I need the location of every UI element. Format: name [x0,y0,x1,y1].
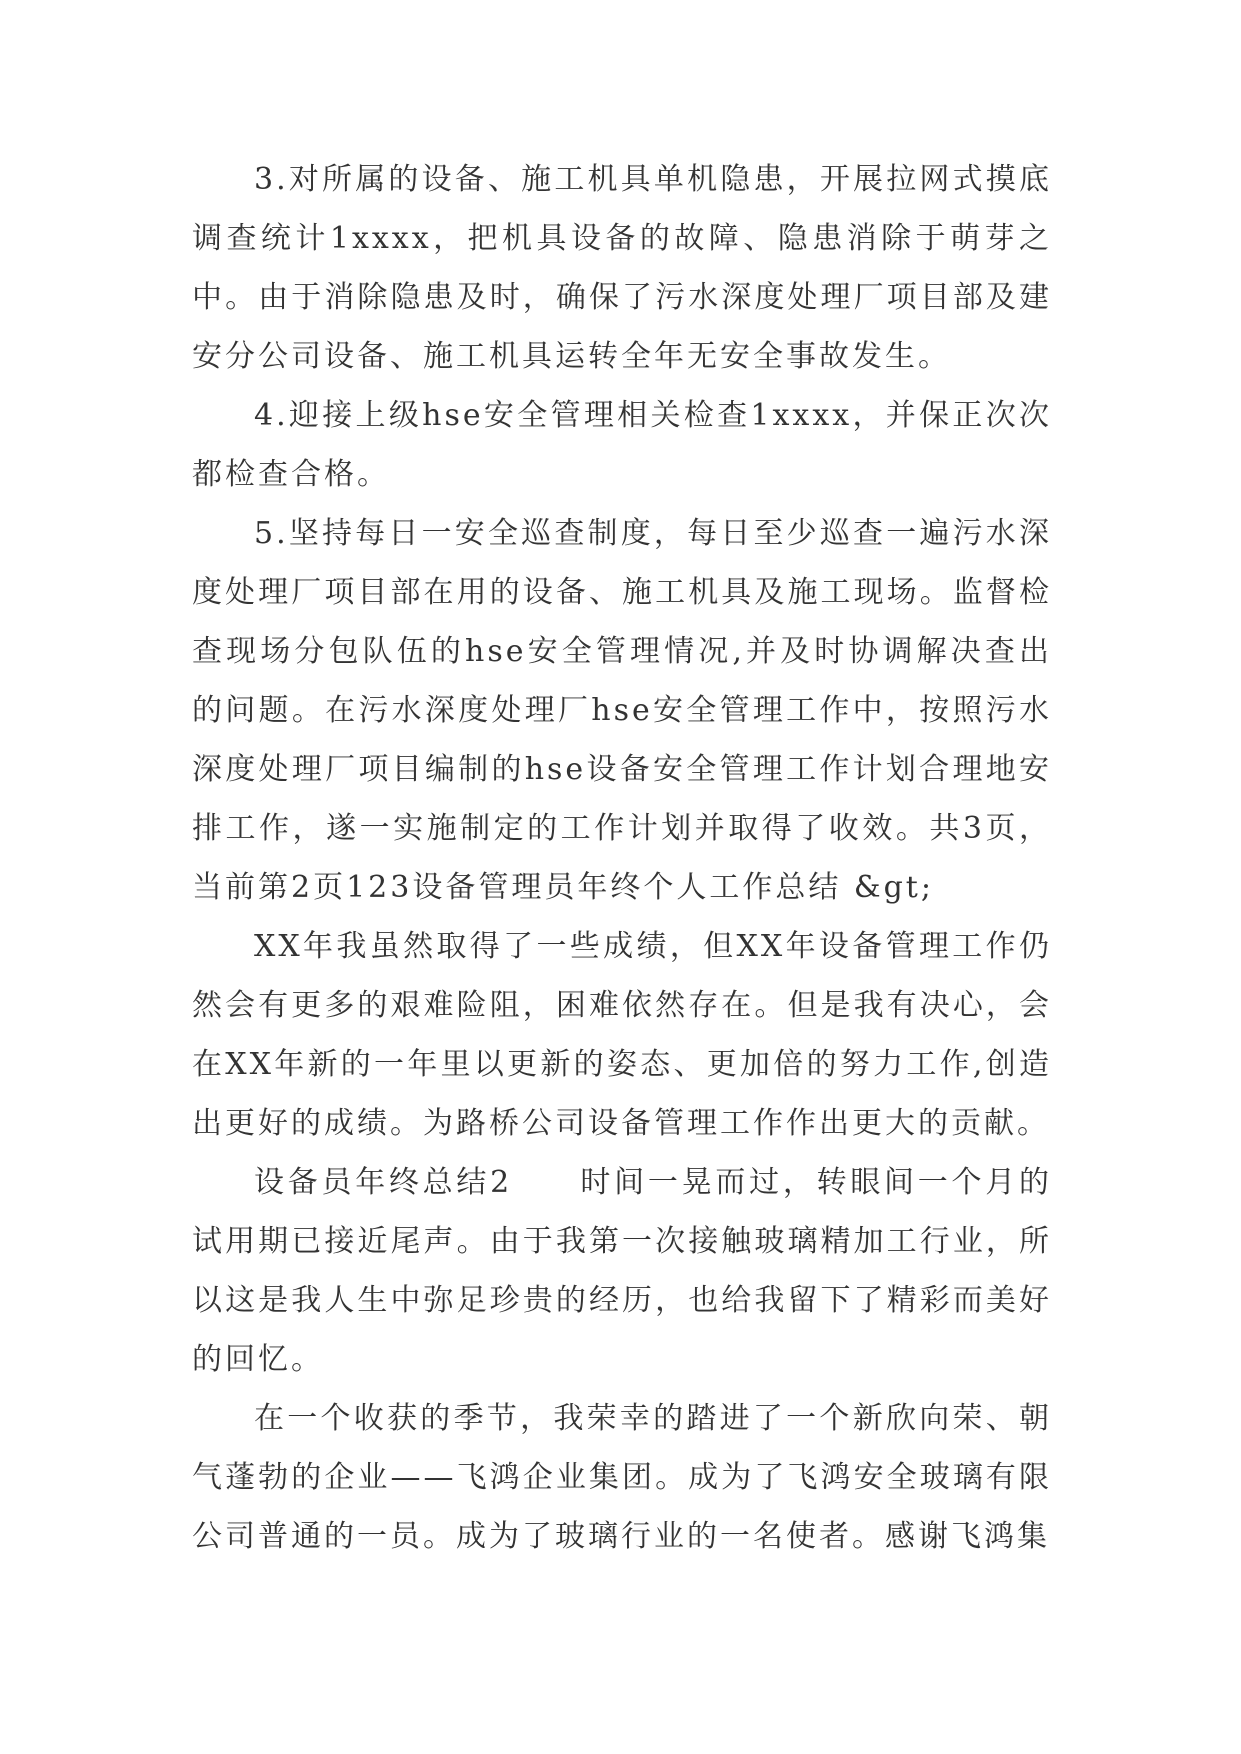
paragraph-daily-patrol: 5.坚持每日一安全巡查制度，每日至少巡查一遍污水深度处理厂项目部在用的设备、施工机具及施工现场。监督检查现场分包队伍的hse安全管理情况,并及时协调解决查出的问题。在污水深度处理厂hse安全管理工作中，按照污水深度处理厂项目编制的hse设备安全管理工作计划合理地安排工作，遂一实施制定的工作计划并取得了收效。共3页，当前第2页123设备管理员年终个人工作总结 &gt; [192,516,1052,905]
paragraph-equipment-hazards: 3.对所属的设备、施工机具单机隐患，开展拉网式摸底调查统计1xxxx，把机具设备的故障、隐患消除于萌芽之中。由于消除隐患及时，确保了污水深度处理厂项目部及建安分公司设备、施工机具运转全年无安全事故发生。 [192,162,1052,374]
paragraph-hse-inspection: 4.迎接上级hse安全管理相关检查1xxxx，并保正次次都检查合格。 [192,398,1052,492]
document-body [192,150,1052,1566]
paragraph-summary-2-intro: 设备员年终总结2 时间一晃而过，转眼间一个月的试用期已接近尾声。由于我第一次接触玻璃精加工行业，所以这是我人生中弥足珍贵的经历，也给我留下了精彩而美好的回忆。 [192,1165,1052,1377]
paragraph-future-outlook: XX年我虽然取得了一些成绩，但XX年设备管理工作仍然会有更多的艰难险阻，困难依然存在。但是我有决心，会在XX年新的一年里以更新的姿态、更加倍的努力工作,创造出更好的成绩。为路桥公司设备管理工作作出更大的贡献。 [192,929,1052,1141]
paragraph-joining-company: 在一个收获的季节，我荣幸的踏进了一个新欣向荣、朝气蓬勃的企业——飞鸿企业集团。成为了飞鸿安全玻璃有限公司普通的一员。成为了玻璃行业的一名使者。感谢飞鸿集 [192,1401,1052,1554]
